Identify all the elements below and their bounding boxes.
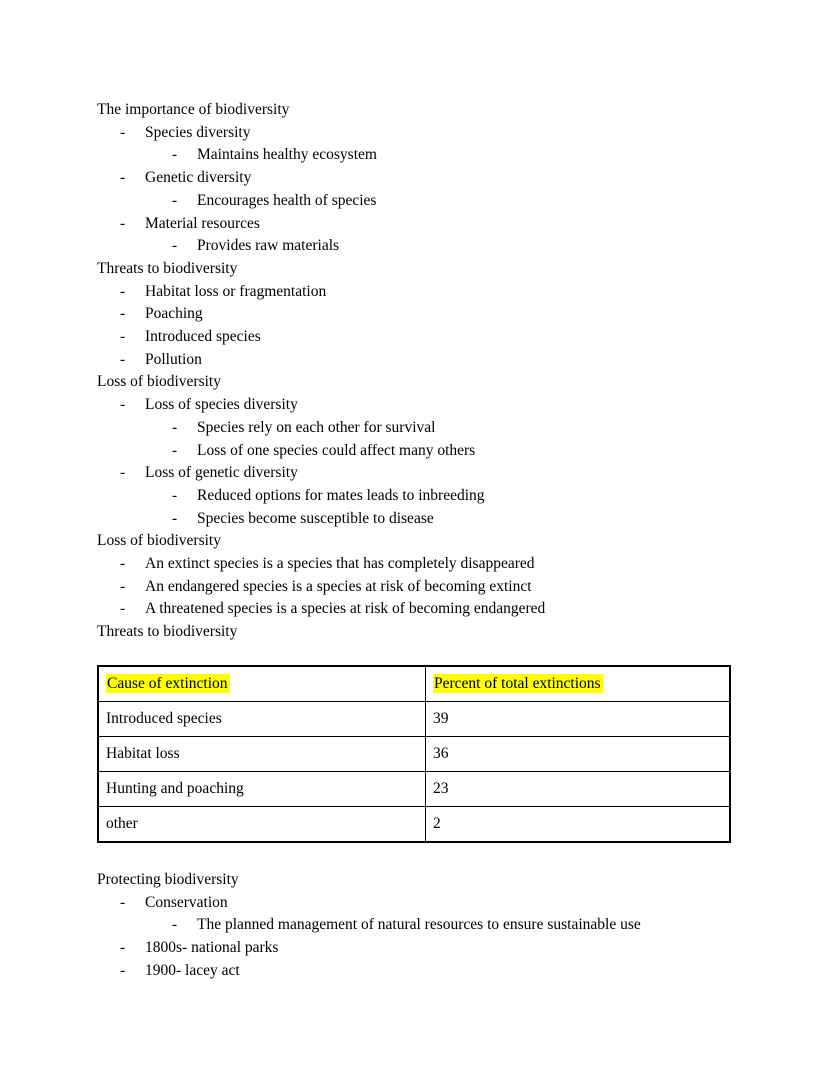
note-line bbox=[97, 190, 731, 213]
note-line bbox=[97, 326, 731, 349]
bullet-dash: - bbox=[172, 418, 178, 436]
bullet-dash: - bbox=[120, 396, 126, 414]
bullet-dash: - bbox=[172, 441, 178, 459]
note-line bbox=[97, 508, 731, 531]
note-text: Introduced species bbox=[145, 328, 261, 346]
note-text: Material resources bbox=[145, 214, 260, 232]
note-text: Loss of biodiversity bbox=[97, 532, 221, 550]
note-text: Loss of biodiversity bbox=[97, 373, 221, 391]
bullet-dash: - bbox=[120, 555, 126, 573]
note-line bbox=[97, 303, 731, 326]
note-text: Conservation bbox=[145, 893, 228, 911]
note-text: Genetic diversity bbox=[145, 169, 252, 187]
table-cell-cause: Hunting and poaching bbox=[98, 771, 426, 806]
bullet-dash: - bbox=[120, 464, 126, 482]
table-row bbox=[98, 736, 730, 771]
note-line bbox=[97, 869, 731, 892]
note-line bbox=[97, 122, 731, 145]
bullet-dash: - bbox=[120, 938, 126, 956]
note-line bbox=[97, 892, 731, 915]
note-line bbox=[97, 258, 731, 281]
table-row bbox=[98, 701, 730, 736]
bullet-dash: - bbox=[120, 328, 126, 346]
note-text: Poaching bbox=[145, 305, 203, 323]
note-line bbox=[97, 235, 731, 258]
bullet-dash: - bbox=[120, 600, 126, 618]
note-line bbox=[97, 167, 731, 190]
note-line bbox=[97, 371, 731, 394]
bullet-dash: - bbox=[172, 191, 178, 209]
note-line bbox=[97, 621, 731, 644]
note-line bbox=[97, 960, 731, 983]
note-text: Maintains healthy ecosystem bbox=[197, 146, 377, 164]
note-line bbox=[97, 144, 731, 167]
table-cell-cause: other bbox=[98, 806, 426, 842]
bullet-dash: - bbox=[120, 305, 126, 323]
note-text: A threatened species is a species at risk of becoming endangered bbox=[145, 600, 546, 618]
highlighted-header-text: Cause of extinction bbox=[107, 674, 228, 692]
bullet-dash: - bbox=[120, 282, 126, 300]
note-text: Reduced options for mates leads to inbreeding bbox=[197, 486, 485, 504]
note-text: Loss of species diversity bbox=[145, 396, 298, 414]
note-line bbox=[97, 914, 731, 937]
note-line bbox=[97, 576, 731, 599]
note-text: Threats to biodiversity bbox=[97, 259, 238, 277]
note-text: 1900- lacey act bbox=[145, 961, 240, 979]
note-line bbox=[97, 349, 731, 372]
document-content bbox=[97, 99, 731, 982]
table-cell-percent: 36 bbox=[426, 736, 731, 771]
note-line bbox=[97, 937, 731, 960]
table-header-row bbox=[98, 666, 730, 702]
note-text: Loss of one species could affect many others bbox=[197, 441, 476, 459]
note-line bbox=[97, 485, 731, 508]
table-cell-percent: 2 bbox=[426, 806, 731, 842]
note-line bbox=[97, 530, 731, 553]
table-cell-cause: Habitat loss bbox=[98, 736, 426, 771]
bullet-dash: - bbox=[120, 961, 126, 979]
note-line bbox=[97, 553, 731, 576]
note-text: Species diversity bbox=[145, 123, 251, 141]
note-text: Loss of genetic diversity bbox=[145, 464, 298, 482]
bullet-dash: - bbox=[120, 123, 126, 141]
bullet-dash: - bbox=[120, 350, 126, 368]
note-line bbox=[97, 417, 731, 440]
note-text: Encourages health of species bbox=[197, 191, 377, 209]
table-cell-cause: Introduced species bbox=[98, 701, 426, 736]
bullet-dash: - bbox=[172, 486, 178, 504]
bullet-dash: - bbox=[120, 169, 126, 187]
table-header-cell-percent bbox=[426, 666, 731, 702]
note-text: Protecting biodiversity bbox=[97, 870, 239, 888]
note-line bbox=[97, 462, 731, 485]
note-text: Threats to biodiversity bbox=[97, 623, 238, 641]
notes-list-top bbox=[97, 99, 731, 644]
note-text: Species rely on each other for survival bbox=[197, 418, 436, 436]
note-line bbox=[97, 213, 731, 236]
table-row bbox=[98, 806, 730, 842]
note-text: Species become susceptible to disease bbox=[197, 509, 434, 527]
table-cell-percent: 39 bbox=[426, 701, 731, 736]
note-text: Habitat loss or fragmentation bbox=[145, 282, 327, 300]
bullet-dash: - bbox=[172, 509, 178, 527]
bullet-dash: - bbox=[120, 577, 126, 595]
note-text: Provides raw materials bbox=[197, 237, 340, 255]
highlighted-header-text: Percent of total extinctions bbox=[434, 674, 601, 692]
note-line bbox=[97, 598, 731, 621]
note-line bbox=[97, 440, 731, 463]
note-line bbox=[97, 281, 731, 304]
note-text: The planned management of natural resources to ensure sustainable use bbox=[197, 916, 641, 934]
bullet-dash: - bbox=[172, 146, 178, 164]
note-line bbox=[97, 394, 731, 417]
bullet-dash: - bbox=[172, 237, 178, 255]
note-text: Pollution bbox=[145, 350, 202, 368]
bullet-dash: - bbox=[172, 916, 178, 934]
bullet-dash: - bbox=[120, 214, 126, 232]
table-cell-percent: 23 bbox=[426, 771, 731, 806]
note-text: An endangered species is a species at risk of becoming extinct bbox=[145, 577, 532, 595]
note-line bbox=[97, 99, 731, 122]
bullet-dash: - bbox=[120, 893, 126, 911]
table-body bbox=[98, 701, 730, 842]
note-text: The importance of biodiversity bbox=[97, 101, 290, 118]
note-text: An extinct species is a species that has completely disappeared bbox=[145, 555, 535, 573]
extinction-table bbox=[97, 665, 731, 843]
table-row bbox=[98, 771, 730, 806]
notes-list-bottom bbox=[97, 869, 731, 983]
note-text: 1800s- national parks bbox=[145, 938, 279, 956]
table-header-cell-cause bbox=[98, 666, 426, 702]
